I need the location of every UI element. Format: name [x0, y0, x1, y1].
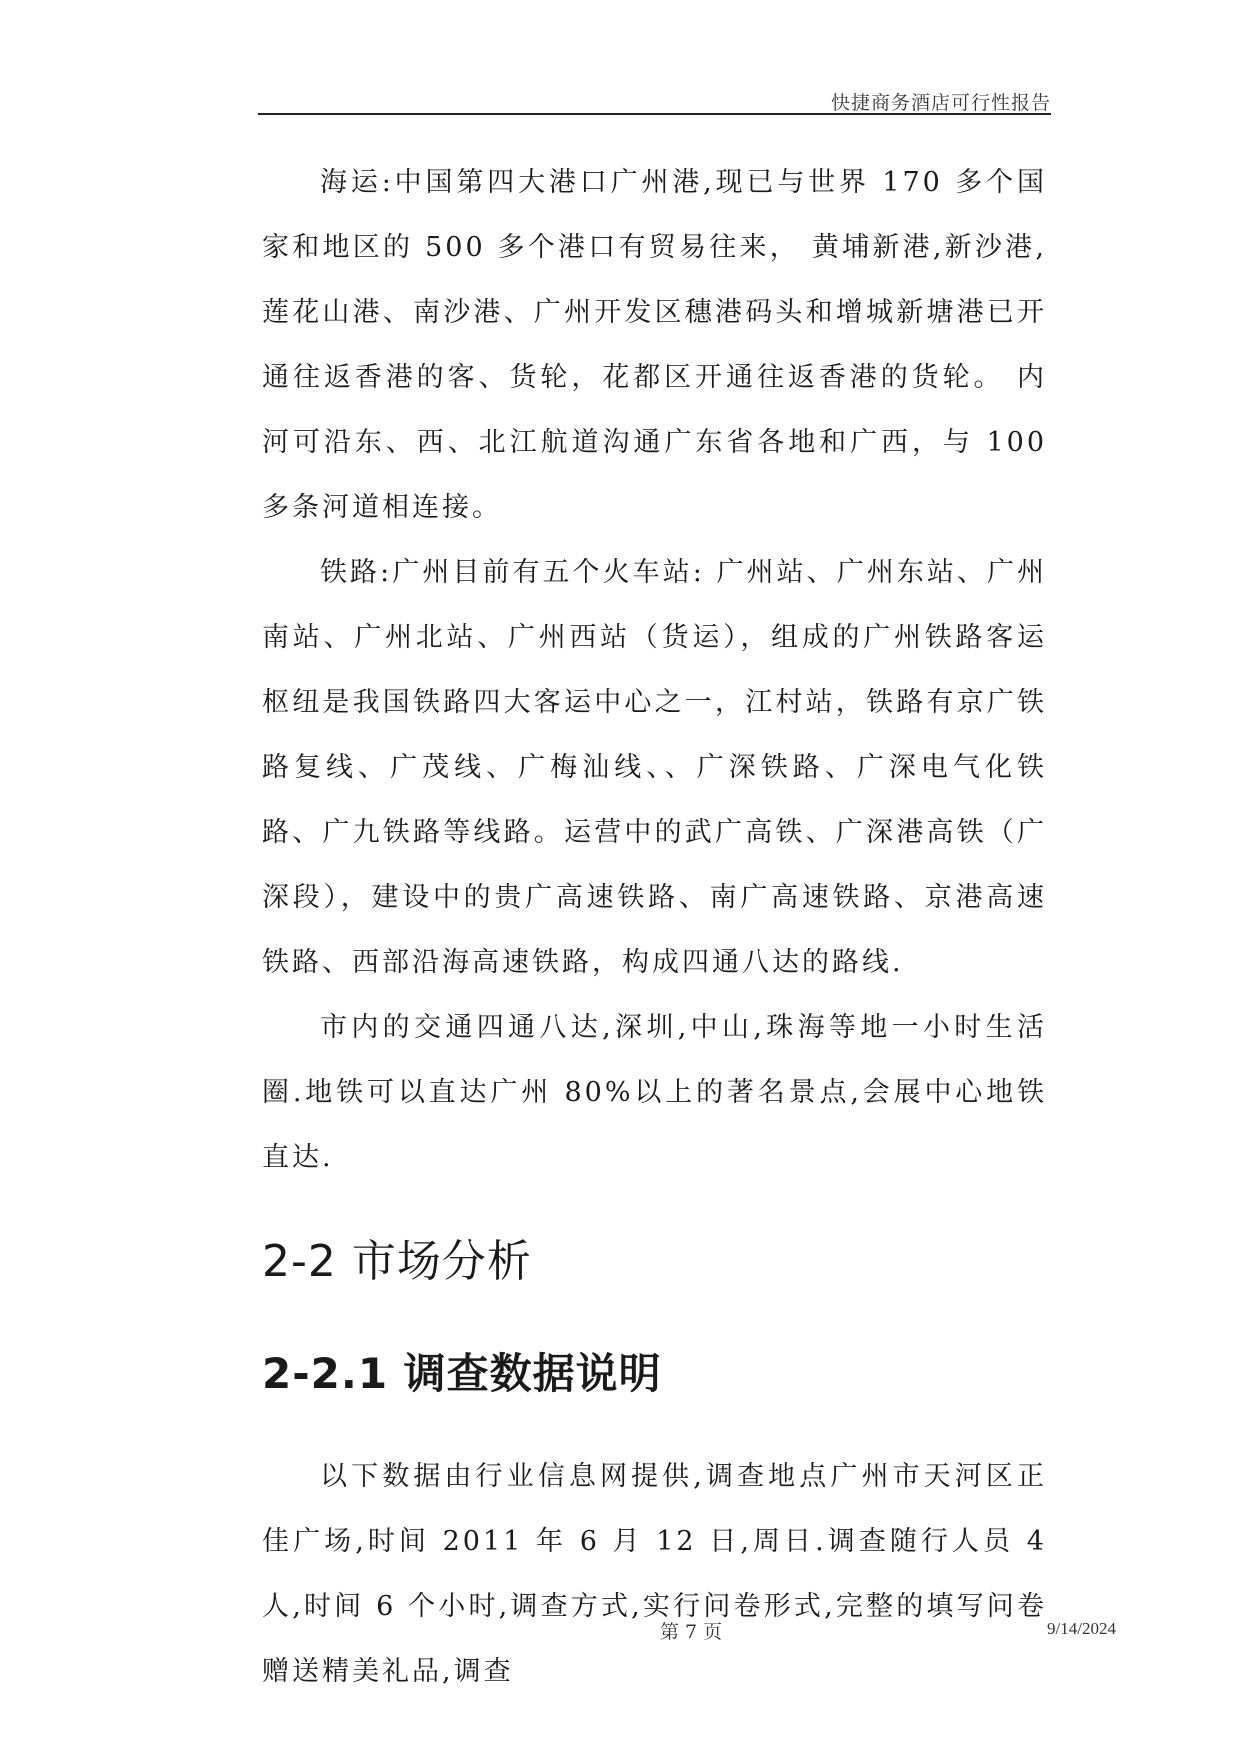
- footer-date: 9/14/2024: [1047, 1619, 1116, 1638]
- header-divider: [258, 113, 1051, 115]
- paragraph-survey-description: 以下数据由行业信息网提供,调查地点广州市天河区正佳广场,时间 2011 年 6 月 12 日,周日.调查随行人员 4 人,时间 6 个小时,调查方式,实行问卷形式,完整的填写问卷赠送精美礼品,调查: [262, 1461, 1047, 1687]
- paragraph-city-transport: 市内的交通四通八达,深圳,中山,珠海等地一小时生活圈.地铁可以直达广州 80%以上的著名景点,会展中心地铁直达.: [262, 1012, 1047, 1173]
- section-heading-market-analysis: 2-2 市场分析: [262, 1236, 532, 1287]
- page-content: [262, 150, 1047, 1704]
- paragraph-sea-transport: 海运:中国第四大港口广州港,现已与世界 170 多个国家和地区的 500 多个港口有贸易往来， 黄埔新港,新沙港,莲花山港、南沙港、广州开发区穗港码头和增城新塘港已开通往返香港的客、货轮，花都区开通往返香港的货轮。 内河可沿东、西、北江航道沟通广东省各地和广西，与 100 多条河道相连接。: [262, 167, 1047, 523]
- document-header-title: 快捷商务酒店可行性报告: [830, 92, 1051, 114]
- subsection-heading-survey-data: 2-2.1 调查数据说明: [262, 1349, 662, 1398]
- page-number: 第 7 页: [660, 1621, 723, 1643]
- paragraph-railway: 铁路:广州目前有五个火车站: 广州站、广州东站、广州南站、广州北站、广州西站（货运），组成的广州铁路客运枢纽是我国铁路四大客运中心之一，江村站，铁路有京广铁路复线、广茂线、广梅汕线、、广深铁路、广深电气化铁路、广九铁路等线路。运营中的武广高铁、广深港高铁（广深段），建设中的贵广高速铁路、南广高速铁路、京港高速铁路、西部沿海高速铁路，构成四通八达的路线.: [262, 557, 1047, 978]
